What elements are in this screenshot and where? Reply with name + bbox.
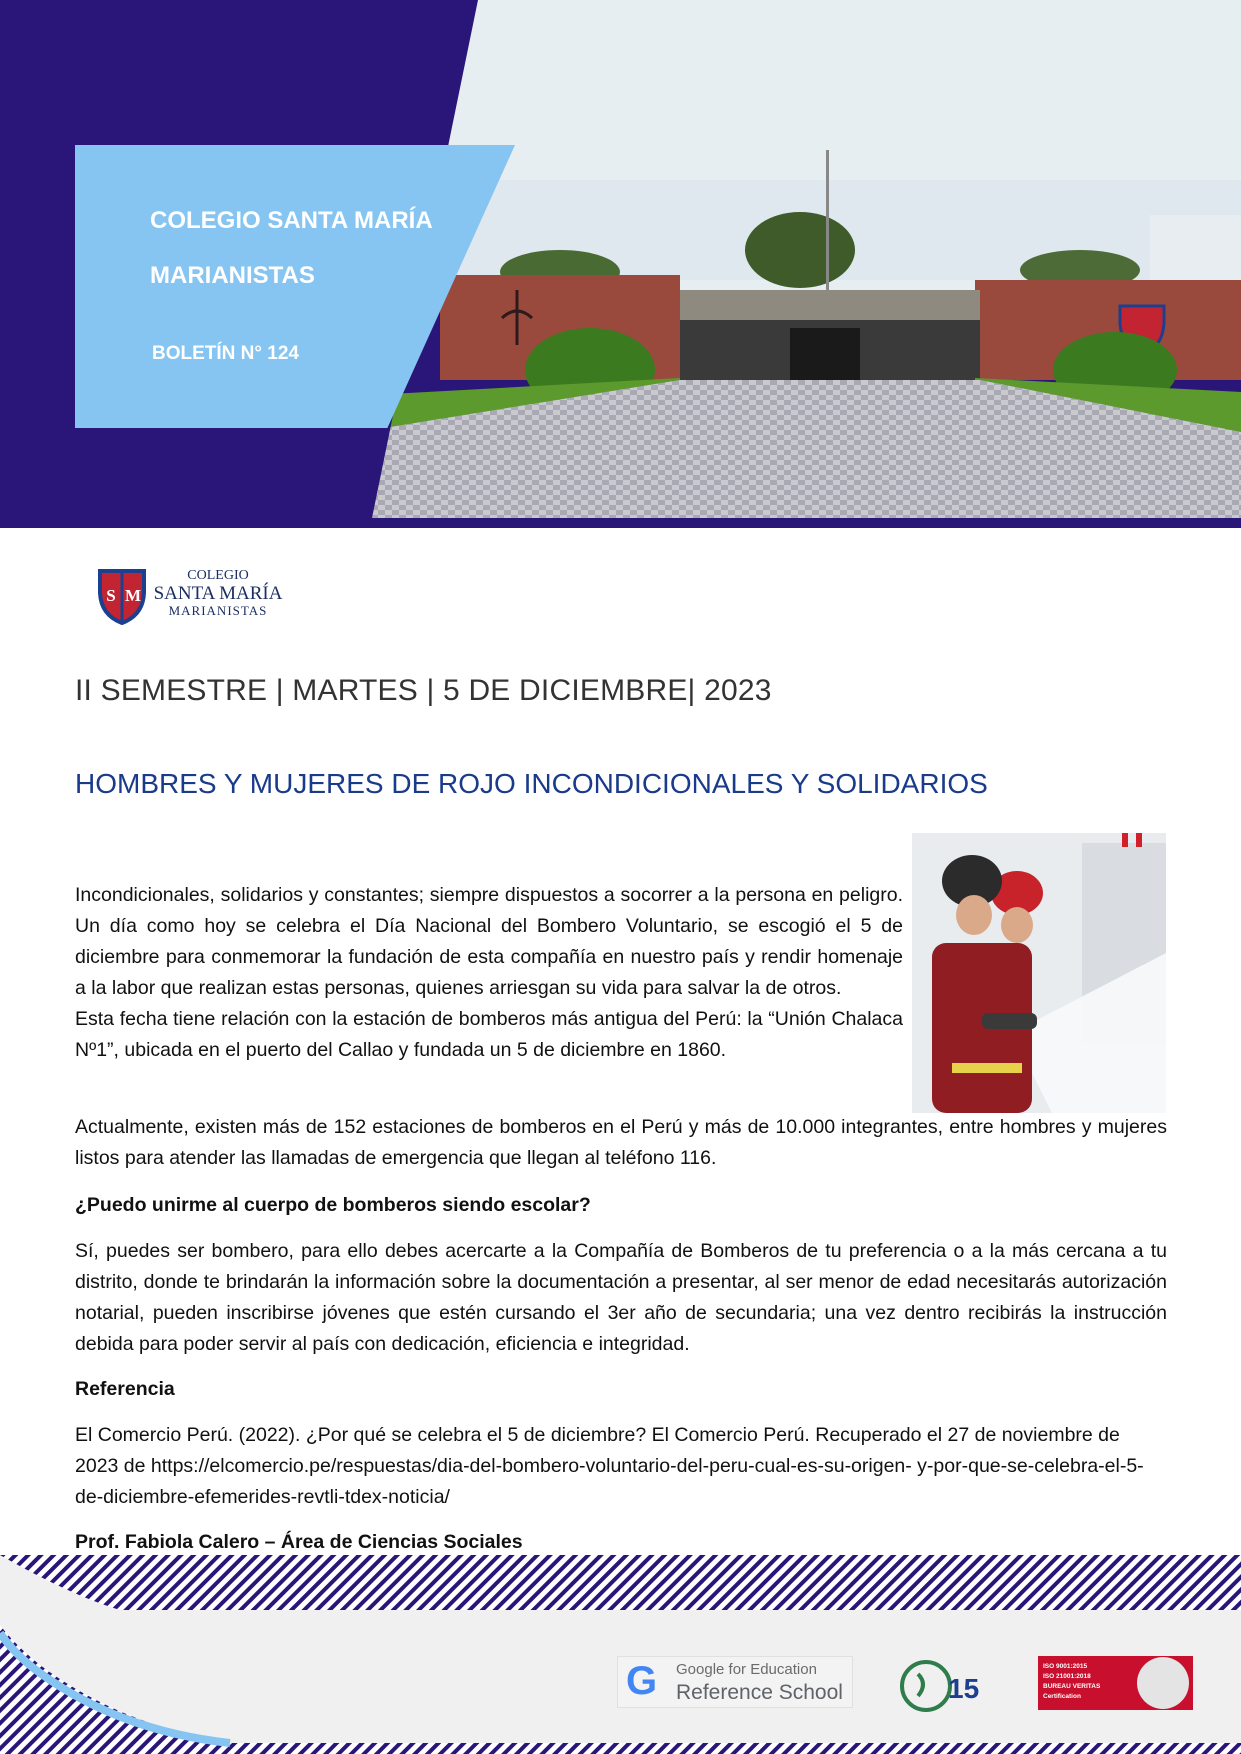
paragraph-stations: Actualmente, existen más de 152 estaciones de bomberos en el Perú y más de 10.000 integrantes, entre hombres y mujeres listos para atender las llamadas de emergencia que llegan al teléfono 116. bbox=[75, 1116, 1167, 1169]
iso-line-3: BUREAU VERITAS bbox=[1043, 1683, 1101, 1690]
iso-line-4: Certification bbox=[1043, 1693, 1081, 1700]
school-name: COLEGIO SANTA MARÍA MARIANISTAS bbox=[150, 207, 432, 289]
iso-line-1: ISO 9001:2015 bbox=[1043, 1663, 1088, 1670]
reference-heading: Referencia bbox=[75, 1378, 175, 1400]
google-badge-line-1: Google for Education bbox=[676, 1661, 817, 1678]
footer-decoration bbox=[0, 1555, 1241, 1754]
reference-text: El Comercio Perú. (2022). ¿Por qué se celebra el 5 de diciembre? El Comercio Perú. Recuperado el 27 de noviembre de 2023 de https://elcomercio.pe/respuestas/dia-del-bombero-voluntario-del-peru-cual-es-su-origen- y-por-que-se-celebra-el-5-de-diciembre-efemerides-revtli-tdex-noticia/ bbox=[75, 1424, 1144, 1508]
paragraph-intro-b: Esta fecha tiene relación con la estación de bomberos más antigua del Perú: la “Unión Chalaca Nº1”, ubicada en el puerto del Callao y fundada un 5 de diciembre en 1860. bbox=[75, 1008, 903, 1061]
shield-icon bbox=[96, 567, 148, 625]
education-seal-icon bbox=[898, 1654, 980, 1718]
logo-line-3: MARIANISTAS bbox=[168, 602, 268, 618]
article-headline: HOMBRES Y MUJERES DE ROJO INCONDICIONALES Y SOLIDARIOS bbox=[75, 768, 988, 799]
author-signature: Prof. Fabiola Calero – Área de Ciencias Sociales bbox=[75, 1531, 523, 1553]
svg-text:15: 15 bbox=[948, 1673, 980, 1704]
svg-text:S: S bbox=[106, 586, 116, 605]
date-line: II SEMESTRE | MARTES | 5 DE DICIEMBRE| 2023 bbox=[75, 674, 772, 707]
firefighters-photo bbox=[912, 833, 1166, 1113]
paragraph-intro bbox=[75, 880, 903, 1066]
google-badge-line-2: Reference School bbox=[676, 1681, 843, 1704]
question-heading: ¿Puedo unirme al cuerpo de bomberos siendo escolar? bbox=[75, 1194, 591, 1216]
google-education-badge bbox=[617, 1656, 853, 1708]
school-logo bbox=[96, 565, 286, 629]
bureau-veritas-seal-icon bbox=[1137, 1657, 1189, 1709]
paragraph-answer: Sí, puedes ser bombero, para ello debes acercarte a la Compañía de Bomberos de tu preferencia o a la más cercana a tu distrito, donde te brindarán la información sobre la documentación a presentar, al ser menor de edad necesitarás autorización notarial, pueden inscribirse jóvenes que estén cursando el 3er año de secundaria; una vez dentro recibirás la instrucción debida para poder servir al país con dedicación, eficiencia e integridad. bbox=[75, 1240, 1167, 1355]
iso-certification-badge bbox=[1038, 1656, 1193, 1710]
paragraph-intro-a: Incondicionales, solidarios y constantes; siempre dispuestos a socorrer a la persona en peligro. Un día como hoy se celebra el Día Nacional del Bombero Voluntario, se escogió el 5 de diciembre para conmemorar la fundación de esta compañía en nuestro país y rendir homenaje a la labor que realizan estas personas, quienes arriesgan su vida para salvar la de otros. bbox=[75, 884, 903, 999]
iso-line-2: ISO 21001:2018 bbox=[1043, 1673, 1091, 1680]
header-banner bbox=[0, 0, 1241, 528]
logo-line-1: COLEGIO bbox=[187, 568, 249, 583]
svg-text:M: M bbox=[124, 586, 142, 605]
logo-line-2: SANTA MARÍA bbox=[153, 582, 283, 604]
bulletin-number: BOLETÍN N° 124 bbox=[152, 343, 299, 364]
google-g-icon: G bbox=[626, 1659, 658, 1703]
